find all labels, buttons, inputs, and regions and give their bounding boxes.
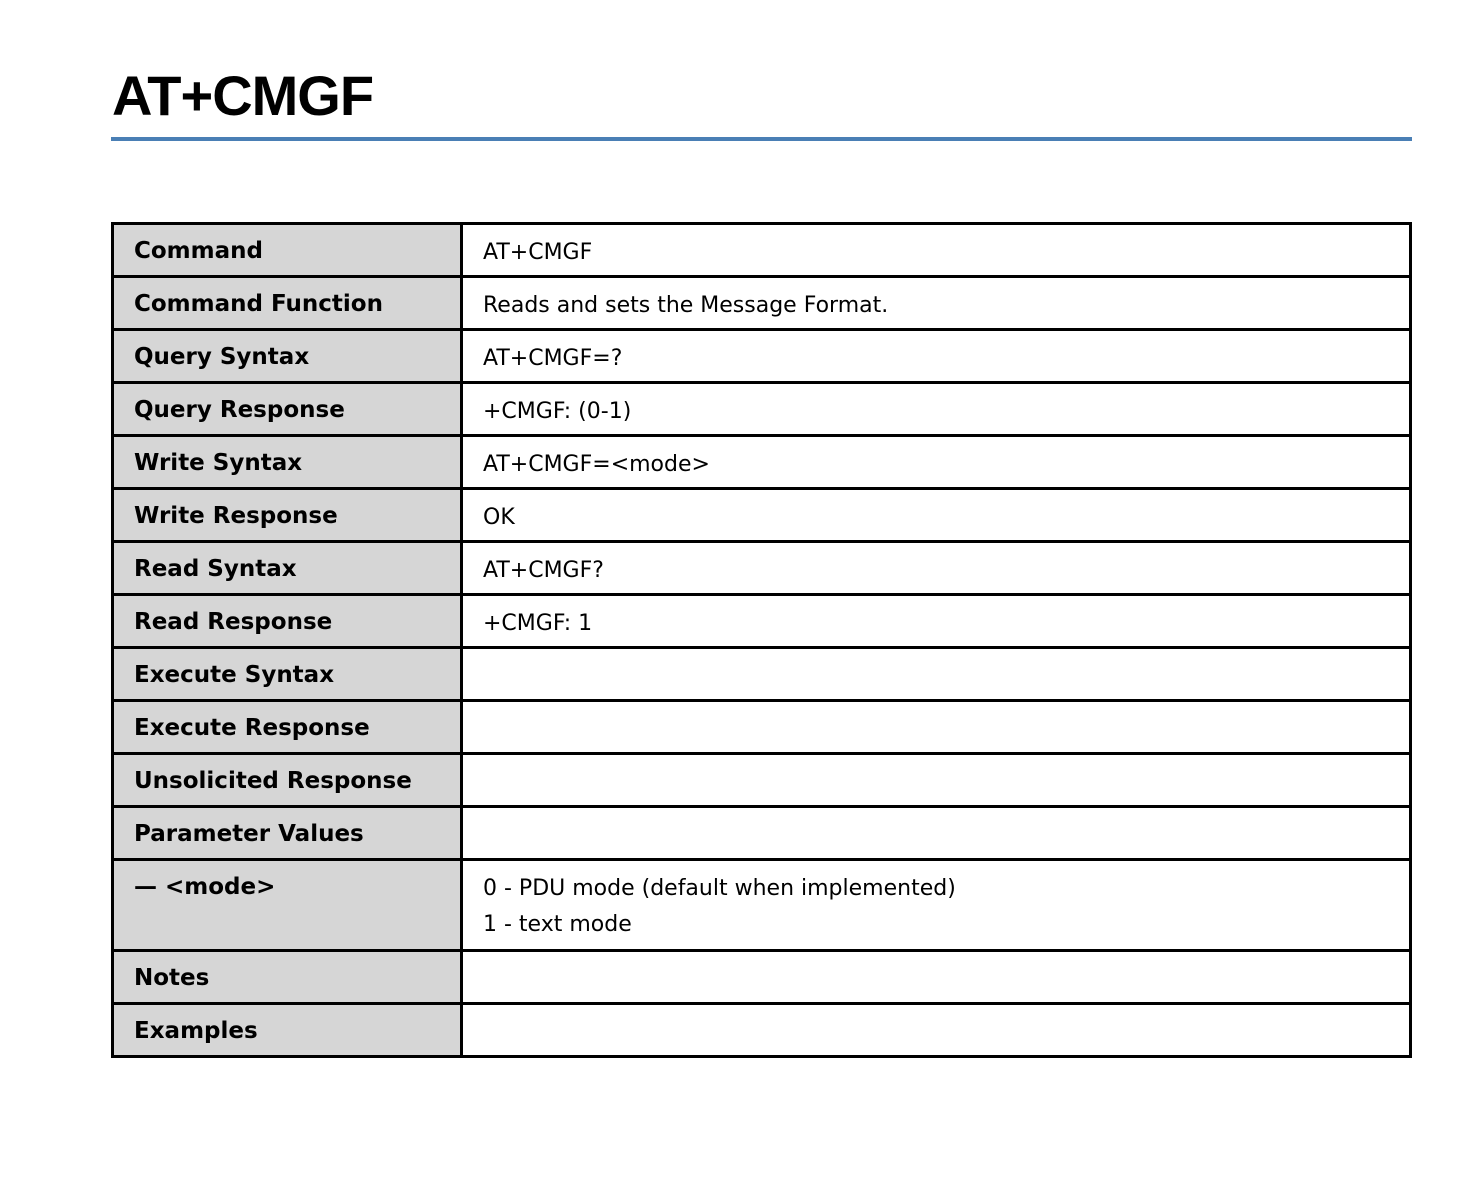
row-value (462, 224, 1411, 277)
row-label: Notes (113, 951, 462, 1004)
table-row (113, 1004, 1411, 1057)
row-value (462, 860, 1411, 951)
page-title: AT+CMGF (112, 64, 374, 127)
row-value (462, 754, 1411, 807)
row-value (462, 277, 1411, 330)
table-row (113, 951, 1411, 1004)
row-label: Examples (113, 1004, 462, 1057)
row-value (462, 807, 1411, 860)
value-line: AT+CMGF=? (483, 346, 623, 371)
row-label: Command (113, 224, 462, 277)
value-line: +CMGF: (0-1) (483, 399, 632, 424)
row-value (462, 595, 1411, 648)
row-value (462, 383, 1411, 436)
row-value (462, 542, 1411, 595)
table-row (113, 542, 1411, 595)
row-value (462, 1004, 1411, 1057)
row-value (462, 701, 1411, 754)
table-row (113, 224, 1411, 277)
row-value (462, 330, 1411, 383)
row-label: Query Response (113, 383, 462, 436)
row-label: Parameter Values (113, 807, 462, 860)
row-value (462, 648, 1411, 701)
table-row (113, 648, 1411, 701)
table-row (113, 807, 1411, 860)
table-row (113, 277, 1411, 330)
table-row (113, 860, 1411, 951)
row-label: Read Response (113, 595, 462, 648)
table-row (113, 754, 1411, 807)
row-label: Write Syntax (113, 436, 462, 489)
table-row (113, 489, 1411, 542)
table-row (113, 330, 1411, 383)
value-line: OK (483, 505, 515, 530)
row-value (462, 489, 1411, 542)
value-line: 1 - text mode (483, 912, 632, 937)
command-spec-table (111, 222, 1412, 1058)
row-value (462, 951, 1411, 1004)
value-line: AT+CMGF? (483, 558, 604, 583)
row-label: Command Function (113, 277, 462, 330)
row-label: Execute Response (113, 701, 462, 754)
table-row (113, 701, 1411, 754)
row-value (462, 436, 1411, 489)
value-line: +CMGF: 1 (483, 611, 593, 636)
table-row (113, 595, 1411, 648)
row-label: Query Syntax (113, 330, 462, 383)
value-line: AT+CMGF (483, 240, 593, 265)
row-label: Write Response (113, 489, 462, 542)
title-underline (111, 137, 1412, 141)
table-row (113, 436, 1411, 489)
value-line: 0 - PDU mode (default when implemented) (483, 876, 956, 901)
value-line: Reads and sets the Message Format. (483, 293, 889, 318)
row-label: Execute Syntax (113, 648, 462, 701)
row-label: — <mode> (113, 860, 462, 951)
row-label: Unsolicited Response (113, 754, 462, 807)
table-row (113, 383, 1411, 436)
row-label: Read Syntax (113, 542, 462, 595)
value-line: AT+CMGF=<mode> (483, 452, 710, 477)
